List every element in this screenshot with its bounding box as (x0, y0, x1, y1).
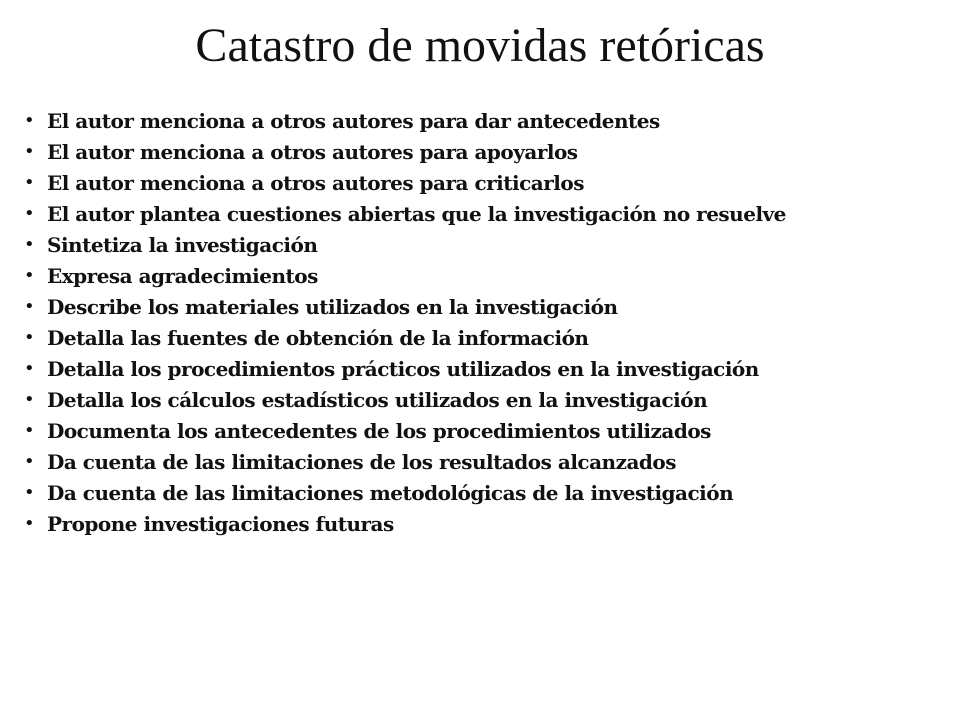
bullet-item: • Documenta los antecedentes de los procedimientos utilizados (22, 420, 958, 442)
bullet-item: • El autor menciona a otros autores para apoyarlos (22, 141, 958, 163)
bullet-item: • Detalla las fuentes de obtención de la información (22, 327, 958, 349)
bullet-item: • Describe los materiales utilizados en la investigación (22, 296, 958, 318)
bullet-item: • Detalla los cálculos estadísticos utilizados en la investigación (22, 389, 958, 411)
bullet-item: • Da cuenta de las limitaciones metodológicas de la investigación (22, 482, 958, 504)
bullet-item: • El autor menciona a otros autores para dar antecedentes (22, 110, 958, 132)
bullet-item: • El autor plantea cuestiones abiertas que la investigación no resuelve (22, 203, 958, 225)
bullet-item: • Da cuenta de las limitaciones de los resultados alcanzados (22, 451, 958, 473)
bullet-item: • Sintetiza la investigación (22, 234, 958, 256)
slide-title: Catastro de movidas retóricas (195, 19, 765, 72)
bullet-item: • Detalla los procedimientos prácticos utilizados en la investigación (22, 358, 958, 380)
bullet-list (22, 110, 958, 544)
bullet-item: • Expresa agradecimientos (22, 265, 958, 287)
bullet-item: • Propone investigaciones futuras (22, 513, 958, 535)
bullet-item: • El autor menciona a otros autores para criticarlos (22, 172, 958, 194)
